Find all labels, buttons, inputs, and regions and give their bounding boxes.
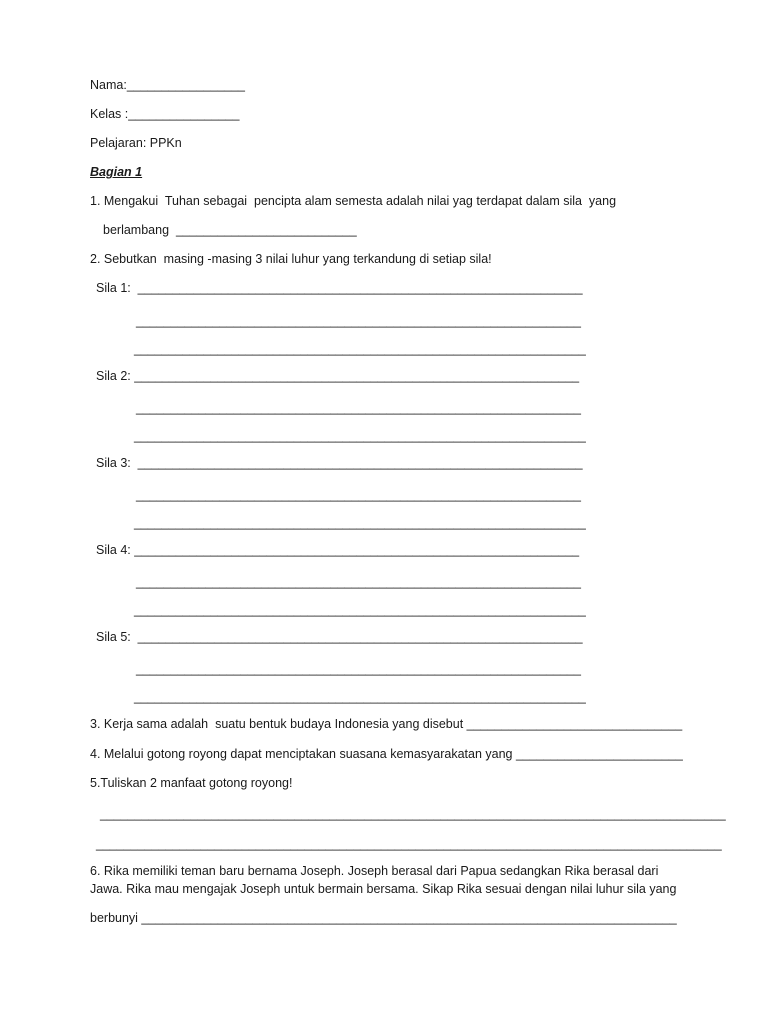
sila-4-answer-line: ________________________________________________________________ <box>136 575 581 589</box>
sila-5-answer-line: _________________________________________________________________ <box>134 690 586 704</box>
question-6-line-2: Jawa. Rika mau mengajak Joseph untuk bermain bersama. Sikap Rika sesuai dengan nilai luhur sila yang <box>90 882 677 896</box>
question-1-line-2: berlambang __________________________ <box>103 223 357 237</box>
question-5-answer-line: __________________________________________________________________________________________ <box>100 807 726 821</box>
question-4: 4. Melalui gotong royong dapat menciptakan suasana kemasyarakatan yang ________________________ <box>90 747 683 761</box>
section-title: Bagian 1 <box>90 165 143 179</box>
question-1-line-1: 1. Mengakui Tuhan sebagai pencipta alam semesta adalah nilai yag terdapat dalam sila yang <box>90 194 617 208</box>
sila-1-answer-line: _________________________________________________________________ <box>134 342 586 356</box>
question-5-answer-line: __________________________________________________________________________________________ <box>96 837 722 851</box>
pelajaran-label: Pelajaran: PPKn <box>90 136 182 150</box>
question-6-line-1: 6. Rika memiliki teman baru bernama Joseph. Joseph berasal dari Papua sedangkan Rika berasal dari <box>90 864 659 878</box>
question-2: 2. Sebutkan masing -masing 3 nilai luhur yang terkandung di setiap sila! <box>90 252 492 266</box>
question-3: 3. Kerja sama adalah suatu bentuk budaya Indonesia yang disebut _______________________________ <box>90 717 683 731</box>
sila-4-label: Sila 4: ________________________________________________________________ <box>96 543 580 557</box>
sila-3-label: Sila 3: ________________________________________________________________ <box>96 456 583 470</box>
sila-2-answer-line: ________________________________________________________________ <box>136 401 581 415</box>
sila-2-answer-line: _________________________________________________________________ <box>134 429 586 443</box>
sila-1-answer-line: ________________________________________________________________ <box>136 314 581 328</box>
sila-1-label: Sila 1: ________________________________________________________________ <box>96 281 583 295</box>
nama-field: Nama:_________________ <box>90 78 245 92</box>
sila-3-answer-line: ________________________________________________________________ <box>136 488 581 502</box>
question-6-line-3: berbunyi _____________________________________________________________________________ <box>90 911 677 925</box>
question-5: 5.Tuliskan 2 manfaat gotong royong! <box>90 776 293 790</box>
sila-3-answer-line: _________________________________________________________________ <box>134 516 586 530</box>
sila-2-label: Sila 2: ________________________________________________________________ <box>96 369 580 383</box>
sila-4-answer-line: _________________________________________________________________ <box>134 603 586 617</box>
sila-5-label: Sila 5: ________________________________________________________________ <box>96 630 583 644</box>
kelas-field: Kelas :________________ <box>90 107 240 121</box>
sila-5-answer-line: ________________________________________________________________ <box>136 662 581 676</box>
